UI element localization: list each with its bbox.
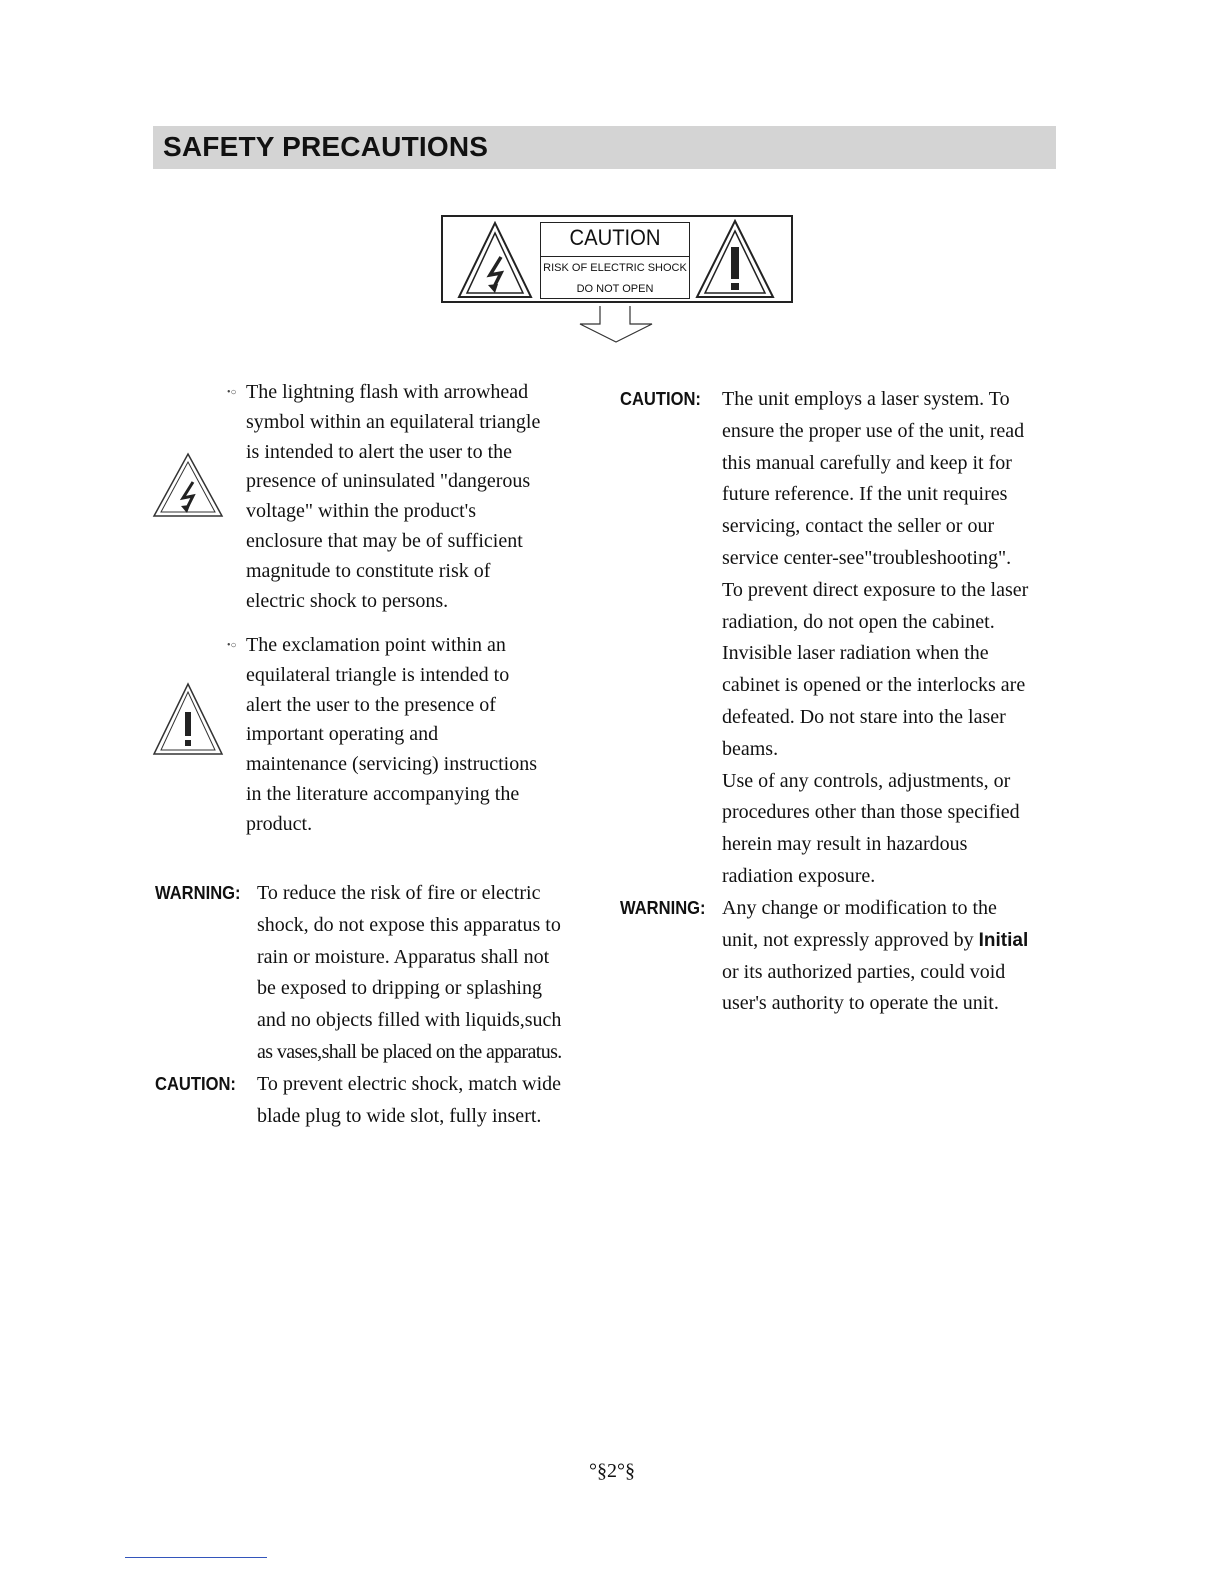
text-line: procedures other than those specified [722,801,1020,824]
text-line: voltage" within the product's [246,500,477,523]
text-line: The lightning flash with arrowhead [246,381,529,403]
text-line: To reduce the risk of fire or electric [257,882,541,904]
text-line: cabinet is opened or the interlocks are [722,674,1026,697]
text-line: enclosure that may be of sufficient [246,529,523,552]
warning-label-modification: WARNING: [620,898,706,918]
text-line: Use of any controls, adjustments, or [722,769,1011,792]
footer-rule [125,1557,267,1558]
text-line: servicing, contact the seller or our [722,515,995,538]
warning-modification-text [722,893,1028,1020]
caution-label-plug: CAUTION: [155,1074,236,1094]
lightning-symbol-explanation [246,378,540,616]
lightning-triangle-icon [457,221,533,299]
text-line: The exclamation point within an [246,634,506,656]
exclamation-triangle-icon [152,682,224,756]
text-line: herein may result in hazardous [722,833,968,856]
brand-name: Initial [978,929,1029,951]
text-line: beams. [722,737,779,760]
text-line: as vases,shall be placed on the apparatus. [257,1040,562,1063]
text-line: in the literature accompanying the [246,782,520,805]
text-line: equilateral triangle is intended to [246,663,510,686]
bullet-marker: •○ [227,387,237,398]
caution-heading: CAUTION [569,225,661,250]
text-line: To prevent electric shock, match wide [257,1073,562,1095]
text-line: is intended to alert the user to the [246,440,513,463]
text-line: electric shock to persons. [246,589,449,612]
text-line: defeated. Do not stare into the laser [722,705,1006,728]
text-line: alert the user to the presence of [246,693,496,716]
text-line: To prevent direct exposure to the laser [722,578,1029,601]
text-line: maintenance (servicing) instructions [246,753,538,776]
text-line: be exposed to dripping or splashing [257,977,542,1000]
page-number: °§2°§ [589,1460,635,1482]
text-line: Invisible laser radiation when the [722,642,989,665]
warning-moisture-text [257,878,562,1069]
bullet-marker: •○ [227,640,237,651]
text-line: or its authorized parties, could void [722,960,1006,983]
caution-label-text-box [540,222,690,299]
caution-laser-text [722,384,1028,893]
text-line: presence of uninsulated "dangerous [246,470,531,493]
down-arrow-icon [578,304,654,344]
text-line: and no objects filled with liquids,such [257,1009,562,1032]
lightning-triangle-icon [152,452,224,518]
text-line: user's authority to operate the unit. [722,992,999,1015]
text-line: ensure the proper use of the unit, read [722,419,1025,442]
exclamation-triangle-icon [695,219,775,299]
caution-label-laser: CAUTION: [620,389,701,409]
text-line: product. [246,812,313,835]
text-line: magnitude to constitute risk of [246,559,491,582]
text-line: symbol within an equilateral triangle [246,410,541,433]
do-not-open-text: DO NOT OPEN [576,283,654,295]
page-title: SAFETY PRECAUTIONS [163,131,489,162]
text-line: radiation exposure. [722,864,876,887]
text-line [722,925,1028,957]
text-line: important operating and [246,723,439,746]
title-bar [153,126,1056,169]
text-fragment: unit, not expressly approved by [722,928,979,951]
caution-plug-text [257,1069,561,1133]
text-line: Any change or modification to the [722,897,997,919]
text-line: service center-see"troubleshooting". [722,546,1012,569]
text-line: this manual carefully and keep it for [722,451,1012,474]
caution-divider [541,256,689,257]
text-line: rain or moisture. Apparatus shall not [257,945,550,968]
risk-of-shock-text: RISK OF ELECTRIC SHOCK [543,262,687,274]
exclamation-symbol-explanation [246,631,537,840]
caution-label [441,215,793,303]
text-line: blade plug to wide slot, fully insert. [257,1104,542,1127]
text-line: shock, do not expose this apparatus to [257,913,561,936]
text-line: radiation, do not open the cabinet. [722,610,995,633]
text-line: future reference. If the unit requires [722,483,1008,506]
text-line: The unit employs a laser system. To [722,388,1010,410]
warning-label: WARNING: [155,883,241,903]
